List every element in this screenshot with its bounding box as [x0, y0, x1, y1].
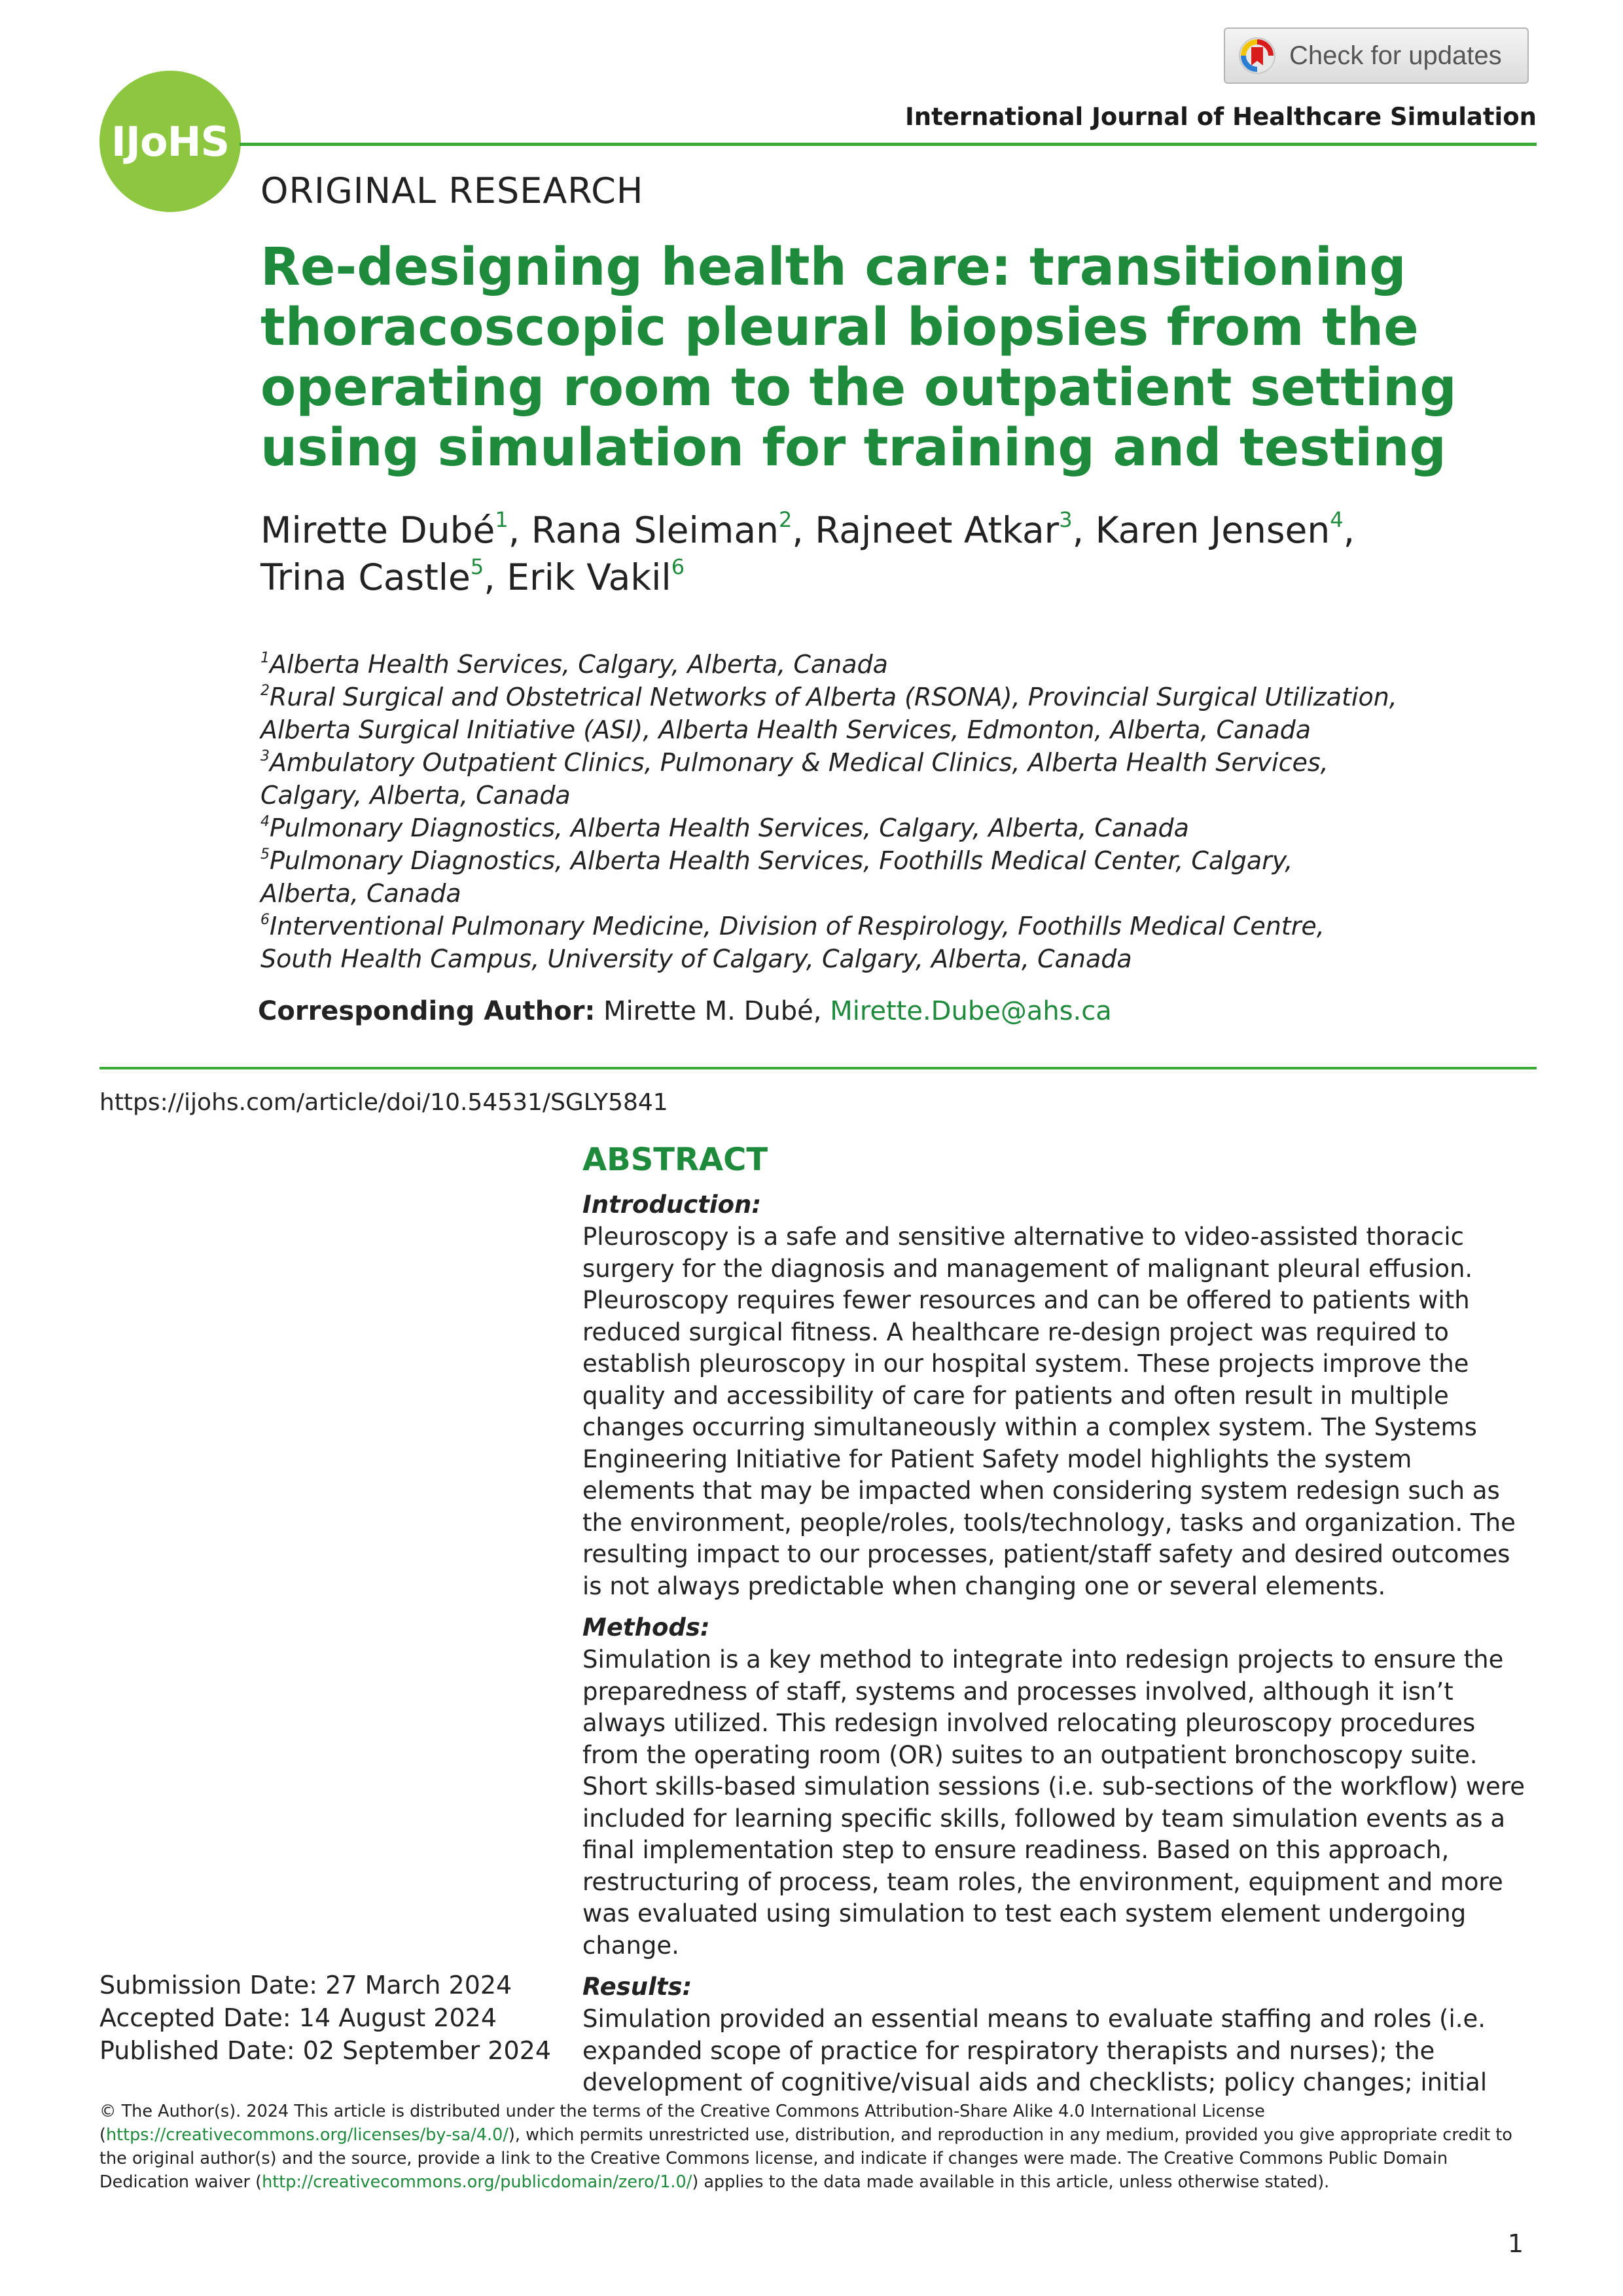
check-updates-icon	[1238, 37, 1276, 75]
article-type: ORIGINAL RESEARCH	[260, 170, 644, 211]
abstract-section-text: Simulation provided an essential means to evaluate staffing and roles (i.e. expanded scope of practice for respiratory therapists and nurses); the development of cognitive/visual aids and checklists; policy changes; initial	[582, 2005, 1488, 2096]
header-rule	[240, 143, 1537, 146]
affiliation-item: $^2$Rural Surgical and Obstetrical Networks of Alberta (RSONA), Provincial Surgical Utilization, Alberta Surgical Initiative (ASI), Alberta Health Services, Edmonton, Alberta, Canada	[260, 683, 1397, 744]
author[interactable]: Rana Sleiman$^2$	[531, 507, 793, 551]
author-sup: 5	[470, 554, 484, 579]
author-list: Mirette Dubé$^1$, Rana Sleiman$^2$, Rajneet Atkar$^3$, Karen Jensen$^4$, Trina Castle$^5$, Erik Vakil$^6$	[260, 507, 1355, 598]
author-sup: 4	[1330, 507, 1344, 532]
corresponding-email-link[interactable]: Mirette.Dube@ahs.ca	[830, 996, 1112, 1026]
license-link[interactable]: https://creativecommons.org/licenses/by-sa/4.0/	[105, 2125, 508, 2145]
affiliation-item: $^3$Ambulatory Outpatient Clinics, Pulmonary & Medical Clinics, Alberta Health Services, Calgary, Alberta, Canada	[260, 748, 1329, 810]
author-sup: 1	[495, 507, 508, 532]
abstract-section-text: Pleuroscopy is a safe and sensitive alternative to video-assisted thoracic surgery for the diagnosis and management of malignant pleural effusion. Pleuroscopy requires fewer resources and can be offered to patients with reduced surgical fitness. A healthcare re-design project was required to establish pleuroscopy in our hospital system. These projects improve the quality and accessibility of care for patients and often result in multiple changes occurring simultaneously within a complex system. The Systems Engineering Initiative for Patient Safety model highlights the system elements that may be impacted when considering system redesign such as the environment, people/roles, tools/technology, tasks and organization. The resulting impact to our processes, patient/staff safety and desired outcomes is not always predictable when changing one or several elements.	[582, 1223, 1516, 1600]
published-date: Published Date: 02 September 2024	[99, 2036, 551, 2065]
affiliation-item: $^1$Alberta Health Services, Calgary, Alberta, Canada	[260, 650, 888, 679]
accepted-date: Accepted Date: 14 August 2024	[99, 2003, 497, 2032]
journal-logo	[99, 71, 241, 212]
affiliation-list	[260, 648, 1504, 975]
author-sup: 3	[1059, 507, 1073, 532]
corresponding-author	[258, 996, 1112, 1026]
author-sup: 2	[778, 507, 793, 532]
journal-name: International Journal of Healthcare Simulation	[904, 103, 1537, 131]
affiliation-item: $^4$Pulmonary Diagnostics, Alberta Health Services, Calgary, Alberta, Canada	[260, 814, 1189, 842]
author[interactable]: Trina Castle$^5$	[260, 554, 484, 598]
corresponding-label: Corresponding Author:	[258, 996, 596, 1026]
corresponding-name: Mirette M. Dubé,	[603, 996, 822, 1026]
submission-date: Submission Date: 27 March 2024	[99, 1971, 512, 2000]
author[interactable]: Karen Jensen$^4$	[1095, 507, 1344, 551]
page-number: 1	[1507, 2229, 1524, 2258]
license-notice: © The Author(s). 2024 This article is distributed under the terms of the Creative Commons Attribution-Share Alike 4.0 International License (https://creativecommons.org/licenses/by-sa/4.0/), which permits unrestricted use, distribution, and reproduction in any medium, provided you give appropriate credit to the original author(s) and the source, provide a link to the Creative Commons license, and indicate if changes were made. The Creative Commons Public Domain Dedication waiver (http://creativecommons.org/publicdomain/zero/1.0/) applies to the data made available in this article, unless otherwise stated).	[99, 2102, 1512, 2192]
doi-link[interactable]: https://ijohs.com/article/doi/10.54531/SGLY5841	[99, 1089, 668, 1116]
article-dates	[99, 1969, 551, 2067]
abstract-section-heading: Results:	[582, 1973, 692, 2001]
abstract	[582, 1141, 1525, 2108]
public-domain-link[interactable]: http://creativecommons.org/publicdomain/zero/1.0/	[262, 2172, 692, 2192]
abstract-section-heading: Introduction:	[582, 1191, 762, 1219]
affiliation-item: $^6$Interventional Pulmonary Medicine, Division of Respirology, Foothills Medical Centre, South Health Campus, University of Calgary, Calgary, Alberta, Canada	[260, 912, 1325, 973]
article-title: Re-designing health care: transitioning thoracoscopic pleural biopsies from the operating room to the outpatient setting using simulation for training and testing	[260, 237, 1457, 478]
abstract-section-heading: Methods:	[582, 1613, 710, 1641]
author[interactable]: Erik Vakil$^6$	[507, 554, 685, 598]
author[interactable]: Mirette Dubé$^1$	[260, 507, 508, 551]
author[interactable]: Rajneet Atkar$^3$	[815, 507, 1073, 551]
abstract-section-text: Simulation is a key method to integrate into redesign projects to ensure the preparedness of staff, systems and processes involved, although it isn’t always utilized. This redesign involved relocating pleuroscopy procedures from the operating room (OR) suites to an outpatient bronchoscopy suite. Short skills-based simulation sessions (i.e. sub-sections of the workflow) were included for learning specific skills, followed by team simulation events as a final implementation step to ensure readiness. Based on this approach, restructuring of process, team roles, the environment, equipment and more was evaluated using simulation to test each system element undergoing change.	[582, 1645, 1525, 1960]
check-for-updates-button[interactable]	[1224, 27, 1529, 84]
section-rule	[99, 1067, 1537, 1069]
logo-text: IJoHS	[111, 117, 230, 166]
affiliation-item: $^5$Pulmonary Diagnostics, Alberta Health Services, Foothills Medical Center, Calgary, Alberta, Canada	[260, 846, 1293, 908]
abstract-heading: ABSTRACT	[582, 1141, 768, 1178]
check-updates-label: Check for updates	[1289, 41, 1502, 70]
author-sup: 6	[671, 554, 685, 579]
